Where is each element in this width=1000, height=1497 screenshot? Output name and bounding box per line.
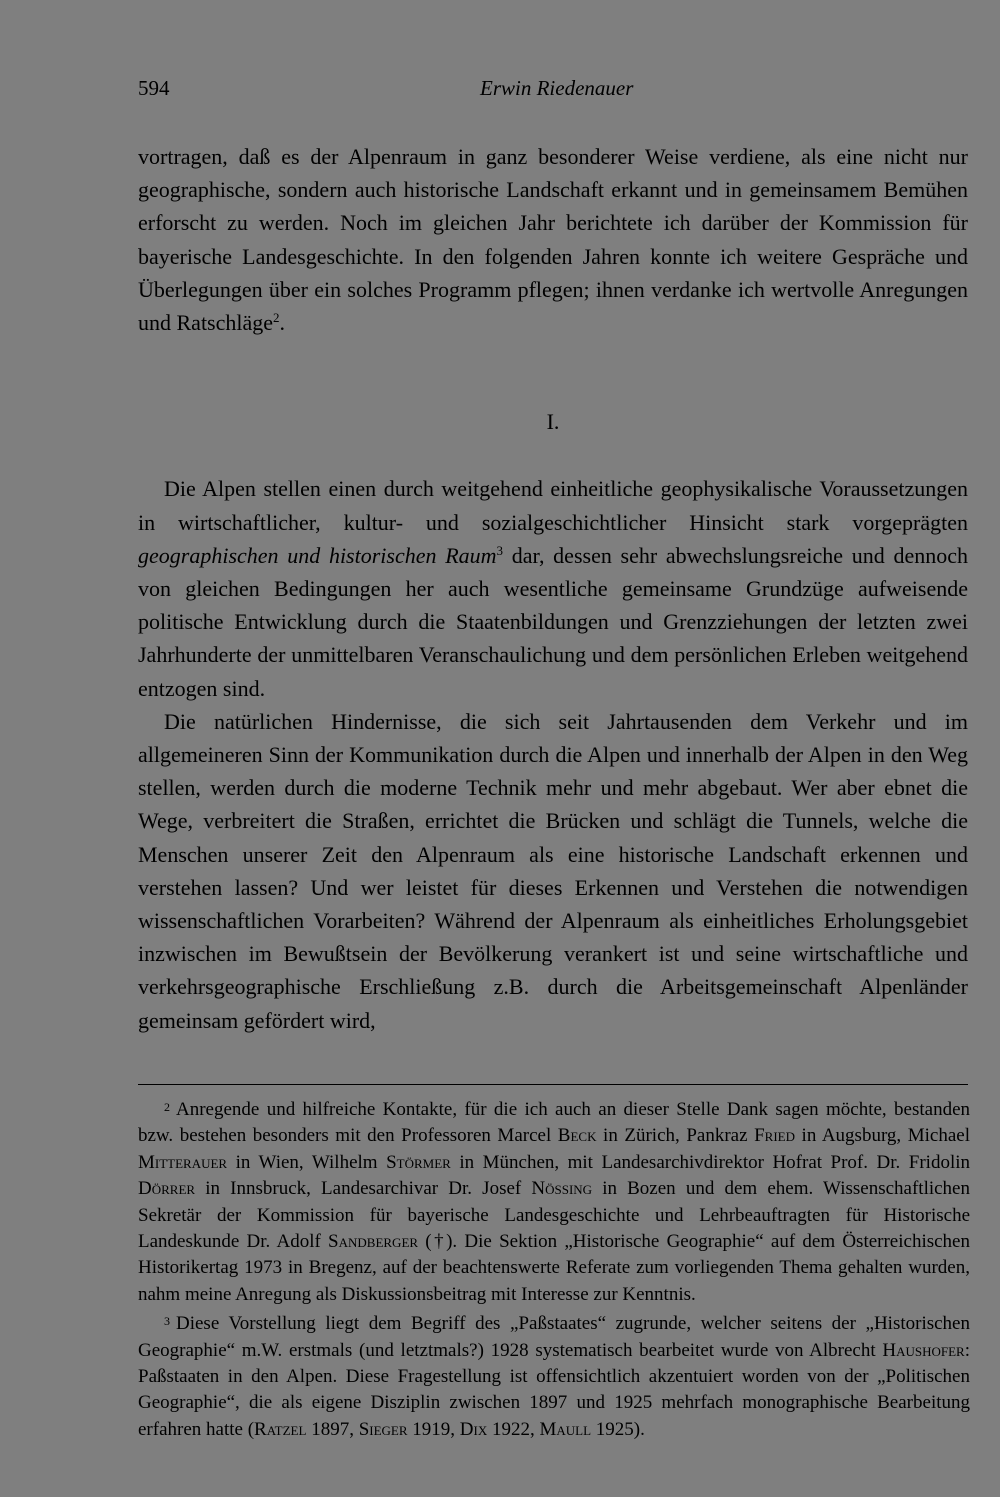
paragraph-alpen-raum: Die Alpen stellen einen durch weitgehend einheitliche geophysikalische Voraussetzungen in wirtschaftlicher, kultur- und sozialgeschichtlicher Hinsicht stark vorgeprägten geographischen und historischen Raum$^3$ dar, dessen sehr abwechslungsreiche und dennoch von gleichen Bedingungen her auch wesentliche gemeinsame Grundzüge aufweisende politische Entwicklung durch die Staatenbildungen und Grenzziehungen der letzten zwei Jahrhunderte der unmittelbaren Veranschaulichung und dem persönlichen Erleben weitgehend entzogen sind.: [138, 476, 969, 701]
section-heading: I.: [546, 409, 560, 435]
author-name: Maull: [539, 1418, 592, 1440]
footnote-2: $^2$ Anregende und hilfreiche Kontakte, für die ich auch an dieser Stelle Dank sagen möchte, bestanden bzw. bestehen besonders mit den Professoren Marcel Beck in Zürich, Pankraz Fried in Augsburg, Michael Mitterauer in Wien, Wilhelm Störmer in München, mit Landesarchivdirektor Hofrat Prof. Dr. Fridolin Dörrer in Innsbruck, Landesarchivar Dr. Josef Nössing in Bozen und dem ehem. Wissenschaftlichen Sekretär der Kommission für bayerische Landesgeschichte und Lehrbeauftragten für Historische Landeskunde Dr. Adolf Sandberger (†). Die Sektion „Historische Geographie“ auf dem Österreichischen Historikertag 1973 in Bregenz, auf der beachtenswerte Referate zum vorliegenden Thema gehalten wurden, nahm meine Anregung als Diskussionsbeitrag mit Interesse zur Kenntnis.: [138, 1099, 970, 1305]
author-name: Nössing: [531, 1178, 593, 1200]
author-name: Störmer: [386, 1151, 451, 1173]
main-text: [138, 140, 968, 1037]
footnote-ref-2[interactable]: 2: [273, 310, 280, 326]
author-name: Sieger: [358, 1418, 408, 1440]
running-head-author: Erwin Riedenauer: [480, 76, 634, 100]
page-header: [138, 76, 968, 106]
page-number: 594: [138, 76, 170, 100]
author-name: Ratzel: [254, 1418, 307, 1440]
author-name: Beck: [557, 1125, 597, 1147]
footnote-mark: 2: [164, 1100, 170, 1114]
author-name: Dix: [459, 1418, 488, 1440]
paragraph-hindernisse: Die natürlichen Hindernisse, die sich seit Jahrtausenden dem Verkehr und im allgemeineren Sinn der Kommunikation durch die Alpen und innerhalb der Alpen in den Weg stellen, werden durch die moderne Technik mehr und mehr abgebaut. Wer aber ebnet die Wege, verbreitert die Straßen, errichtet die Brücken und schlägt die Tunnels, welche die Menschen unserer Zeit den Alpenraum als eine historische Landschaft erkennen und verstehen lassen? Und wer leistet für dieses Erkennen und Verstehen die notwendigen wissenschaftlichen Vorarbeiten? Während der Alpenraum als einheitliches Erholungsgebiet inzwischen im Bewußtsein der Bevölkerung verankert ist und seine wirtschaftliche und verkehrsgeographische Erschließung z.B. durch die Arbeitsgemeinschaft Alpenländer gemeinsam gefördert wird,: [138, 708, 968, 1033]
footnote-separator: [138, 1084, 968, 1085]
emphasis-text: geographischen und historischen Raum: [138, 542, 497, 568]
author-name: Dörrer: [138, 1178, 196, 1200]
author-name: Fried: [754, 1125, 795, 1147]
footnote-ref-3[interactable]: 3: [496, 542, 504, 558]
author-name: Haushofer: [882, 1339, 965, 1361]
author-name: Mitterauer: [138, 1151, 228, 1173]
author-name: Sandberger: [328, 1231, 419, 1253]
footnotes: [138, 1094, 970, 1443]
footnote-mark: 3: [164, 1314, 170, 1329]
footnote-3: $^3$ Diese Vorstellung liegt dem Begriff des „Paßstaates“ zugrunde, welcher seitens der „Historischen Geographie“ m.W. erstmals (und letztmals?) 1928 systematisch bearbeitet wurde von Albrecht Haushofer: Paßstaaten in den Alpen. Diese Fragestellung ist offensichtlich akzentuiert worden von der „Politischen Geographie“, die als eigene Disziplin zwischen 1897 und 1925 mehrfach monographische Bearbeitung erfahren hatte (Ratzel 1897, Sieger 1919, Dix 1922, Maull 1925).: [138, 1313, 970, 1440]
intro-paragraph: vortragen, daß es der Alpenraum in ganz besonderer Weise verdiene, als eine nicht nur geographische, sondern auch historische Landschaft erkannt und in gemeinsamem Bemühen erforscht zu werden. Noch im gleichen Jahr berichtete ich darüber der Kommission für bayerische Landesgeschichte. In den folgenden Jahren konnte ich weitere Gespräche und Überlegungen über ein solches Programm pflegen; ihnen verdanke ich wertvolle Anregungen und Ratschläge$^2$.: [138, 144, 968, 336]
